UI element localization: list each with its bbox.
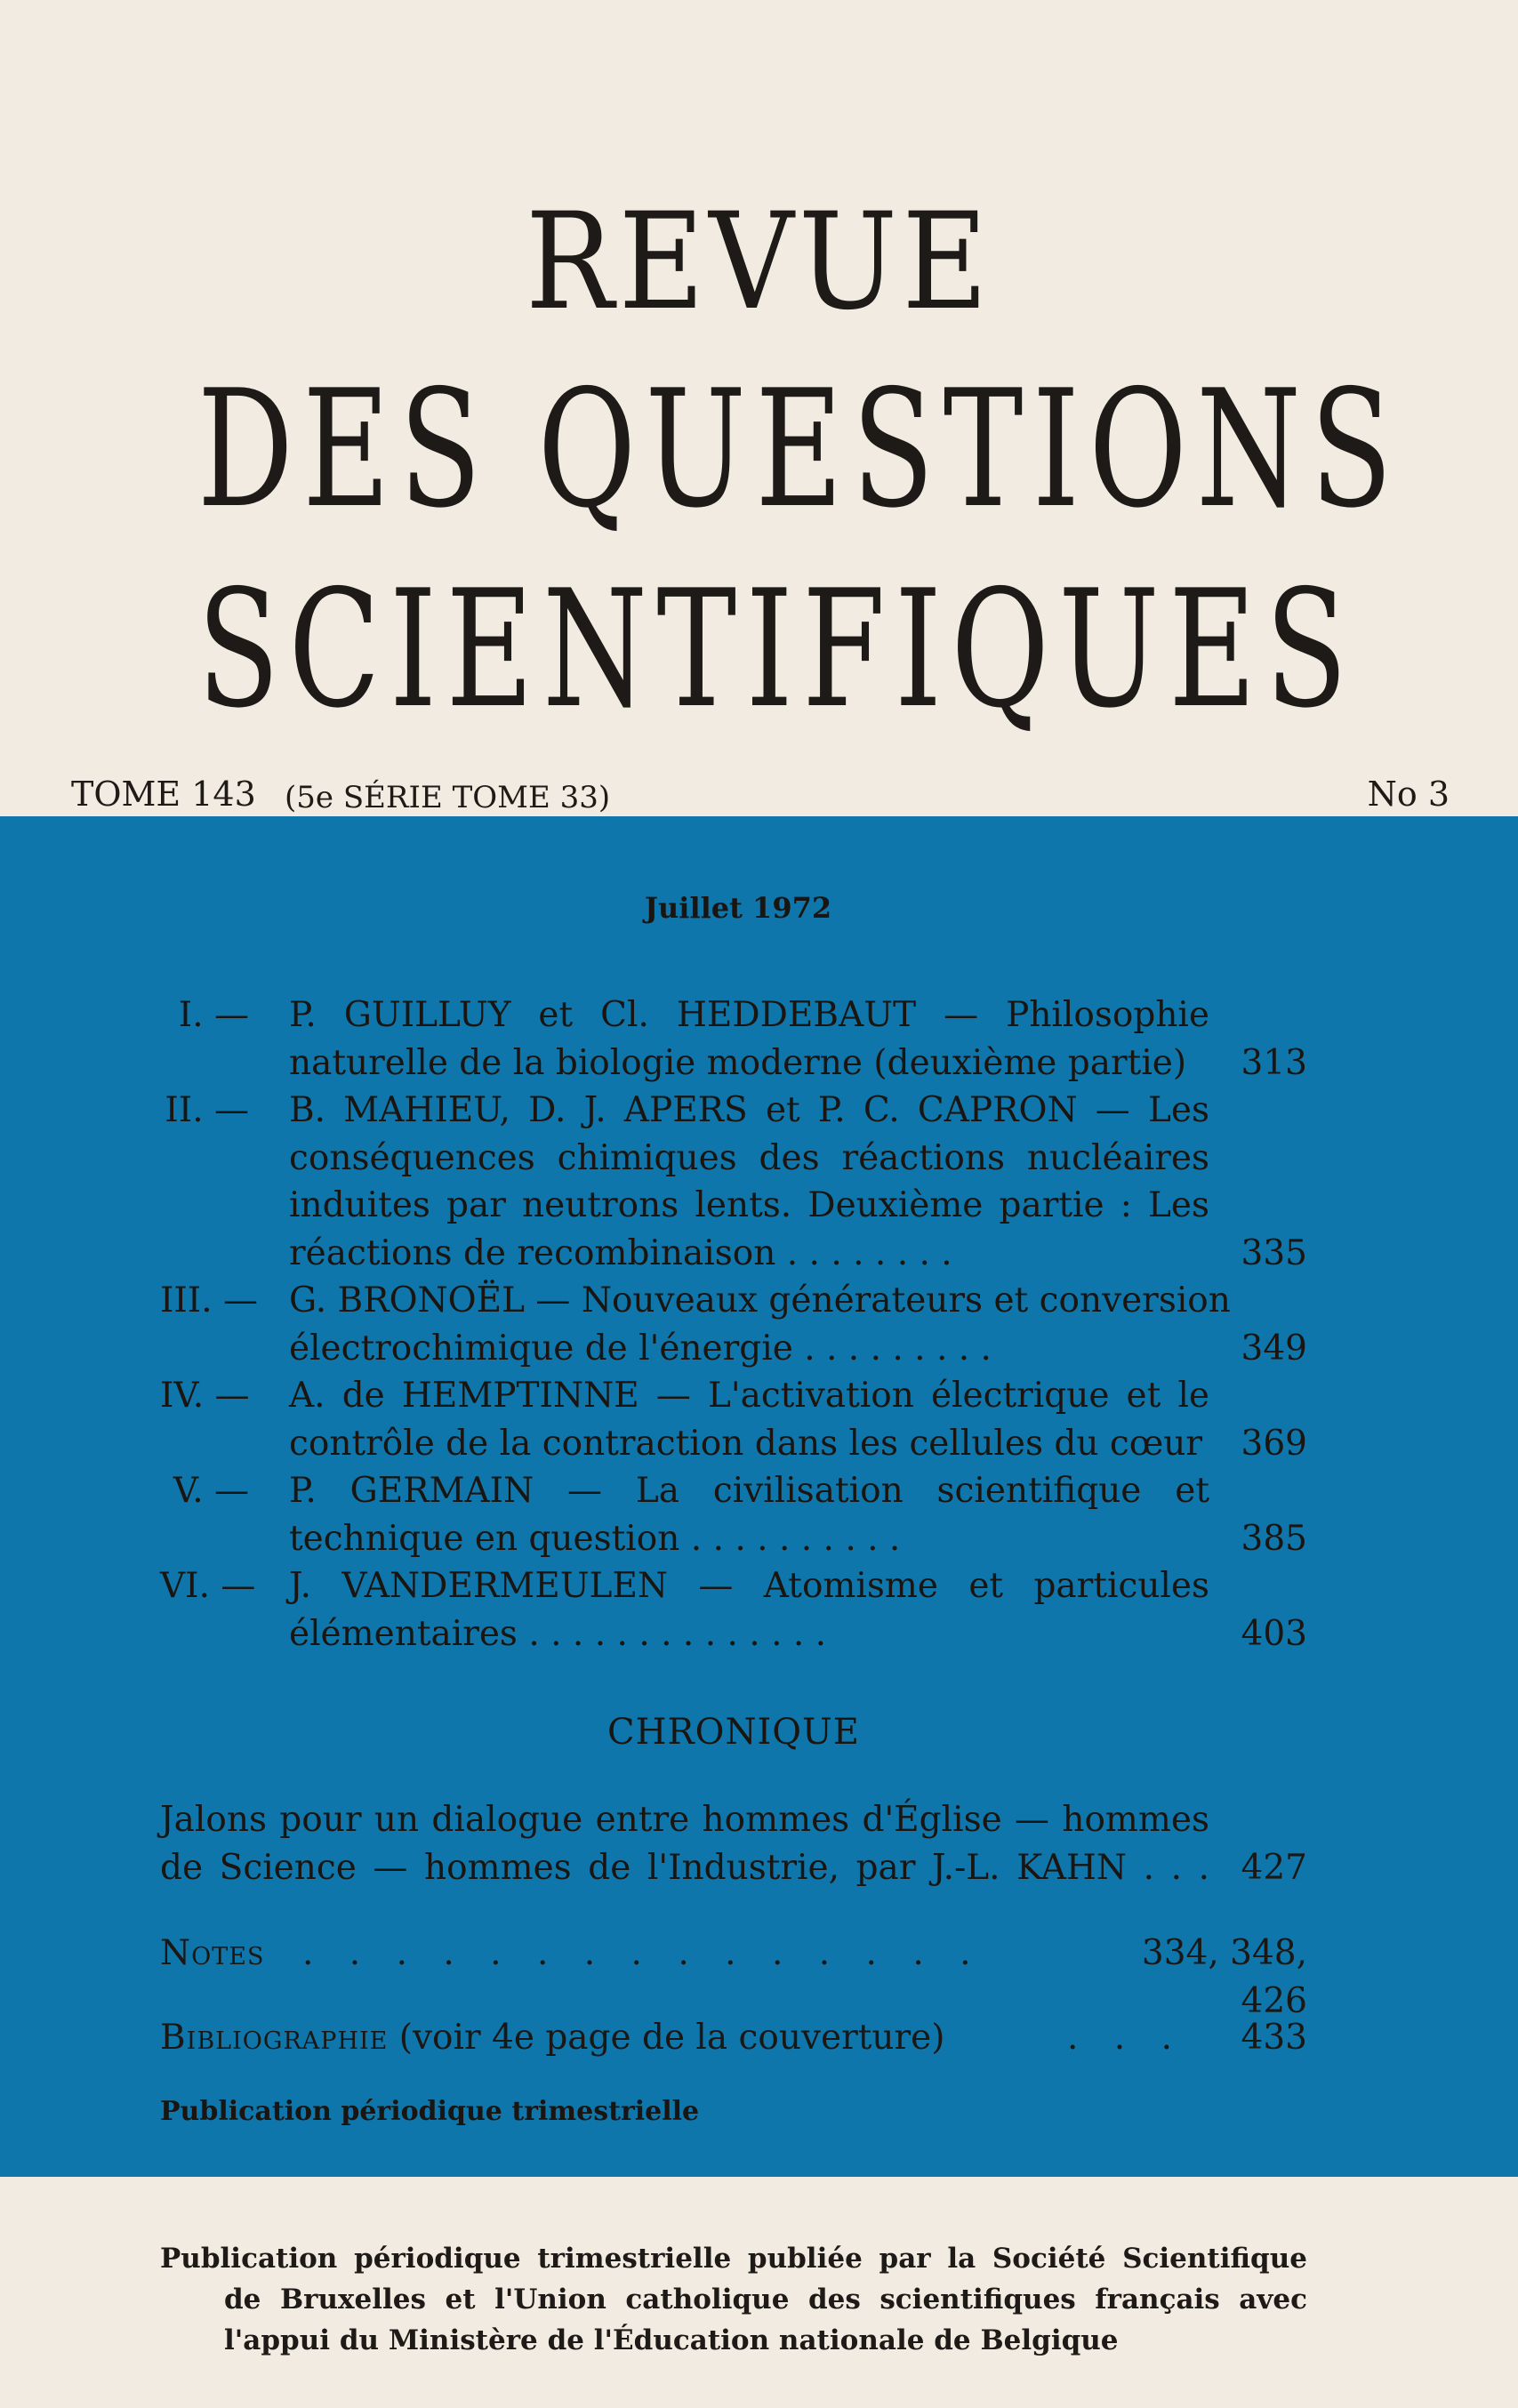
toc-entry [0,991,1518,1087]
publisher-line: Publication périodique trimestrielle publiée par la Société Scientifique [160,2243,1307,2275]
toc-entry-line: J. VANDERMEULEN — Atomisme et particules [289,1566,1209,1606]
table-of-contents [0,991,1518,1658]
toc-entry-line: électrochimique de l'énergie . . . . . . . . . [289,1328,992,1369]
toc-entry-line: B. MAHIEU, D. J. APERS et P. C. CAPRON — Les [289,1090,1209,1130]
chronique-line: de Science — hommes de l'Industrie, par J.-L. KAHN . . . [160,1848,1209,1888]
toc-entry [0,1467,1518,1562]
chronique-heading: CHRONIQUE [607,1712,860,1753]
chronique-line: Jalons pour un dialogue entre hommes d'Église — hommes [160,1800,1209,1840]
toc-entry-line: naturelle de la biologie moderne (deuxième partie) [289,1042,1187,1083]
bibliographie-text: (voir 4e page de la couverture) [398,2018,945,2058]
toc-entry-line: induites par neutrons lents. Deuxième partie : Les [289,1185,1209,1225]
publisher-line: l'appui du Ministère de l'Éducation nationale de Belgique [224,2324,1119,2356]
bibliographie-leader-dots: . . . [1067,2018,1185,2058]
toc-entry-page: 369 [1241,1423,1307,1464]
toc-entry-number: II. — [165,1090,249,1130]
serie-label: (5e SÉRIE TOME 33) [285,780,611,815]
toc-entry-text [289,1562,1209,1658]
toc-entry-page: 385 [1241,1518,1307,1559]
toc-entry-text [289,1277,1231,1372]
bibliographie-entry [160,2014,944,2062]
toc-entry-number: V. — [173,1471,249,1511]
journal-title-line-2: DES QUESTIONS [197,355,1402,543]
notes-leader-dots: . . . . . . . . . . . . . . . [302,1933,984,1973]
issue-date: Juillet 1972 [644,891,832,925]
toc-entry-number: VI. — [160,1566,256,1606]
bibliographie-page: 433 [1241,2018,1307,2058]
toc-entry [0,1372,1518,1467]
toc-entry-line: réactions de recombinaison . . . . . . . . [289,1232,952,1273]
publisher-statement [160,2238,1307,2361]
toc-entry-number: I. — [178,995,249,1035]
chronique-page: 427 [1241,1848,1307,1888]
toc-entry-page: 349 [1241,1328,1307,1369]
toc-entry-line: conséquences chimiques des réactions nucléaires [289,1137,1209,1178]
toc-entry-line: élémentaires . . . . . . . . . . . . . . [289,1613,827,1654]
toc-entry-text [289,1372,1209,1467]
toc-entry-line: technique en question . . . . . . . . . . [289,1518,901,1559]
toc-entry-line: P. GUILLUY et Cl. HEDDEBAUT — Philosophie [289,995,1209,1035]
toc-entry-line: contrôle de la contraction dans les cellules du cœur [289,1423,1203,1464]
chronique-entry [160,1796,1209,1892]
periodicity-note: Publication périodique trimestrielle [160,2096,700,2127]
toc-entry [0,1277,1518,1372]
notes-label: Notes [160,1933,265,1973]
issue-number: No 3 [1367,775,1450,814]
toc-entry-line: G. BRONOËL — Nouveaux générateurs et conversion [289,1280,1231,1320]
toc-entry [0,1087,1518,1277]
toc-entry-line: P. GERMAIN — La civilisation scientifique et [289,1471,1209,1511]
toc-entry-text [289,1087,1209,1277]
tome-label: TOME 143 [71,775,256,814]
toc-entry-number: III. — [160,1280,259,1320]
toc-entry-page: 403 [1241,1613,1307,1654]
notes-pages: 334, 348, 426 [1141,1933,1307,2021]
toc-entry-text [289,1467,1209,1562]
bibliographie-label: Bibliographie [160,2018,389,2058]
toc-entry-number: IV. — [160,1376,250,1416]
toc-entry [0,1562,1518,1658]
journal-title-line-1: REVUE [525,185,993,340]
toc-entry-page: 335 [1241,1232,1307,1273]
toc-entry-page: 313 [1241,1042,1307,1083]
toc-entry-text [289,991,1209,1087]
toc-entry-line: A. de HEMPTINNE — L'activation électrique et le [289,1376,1209,1416]
volume-info-row [71,772,1450,816]
publisher-line: de Bruxelles et l'Union catholique des scientifiques français avec [224,2284,1307,2316]
journal-title-line-3: SCIENTIFIQUES [197,555,1357,743]
